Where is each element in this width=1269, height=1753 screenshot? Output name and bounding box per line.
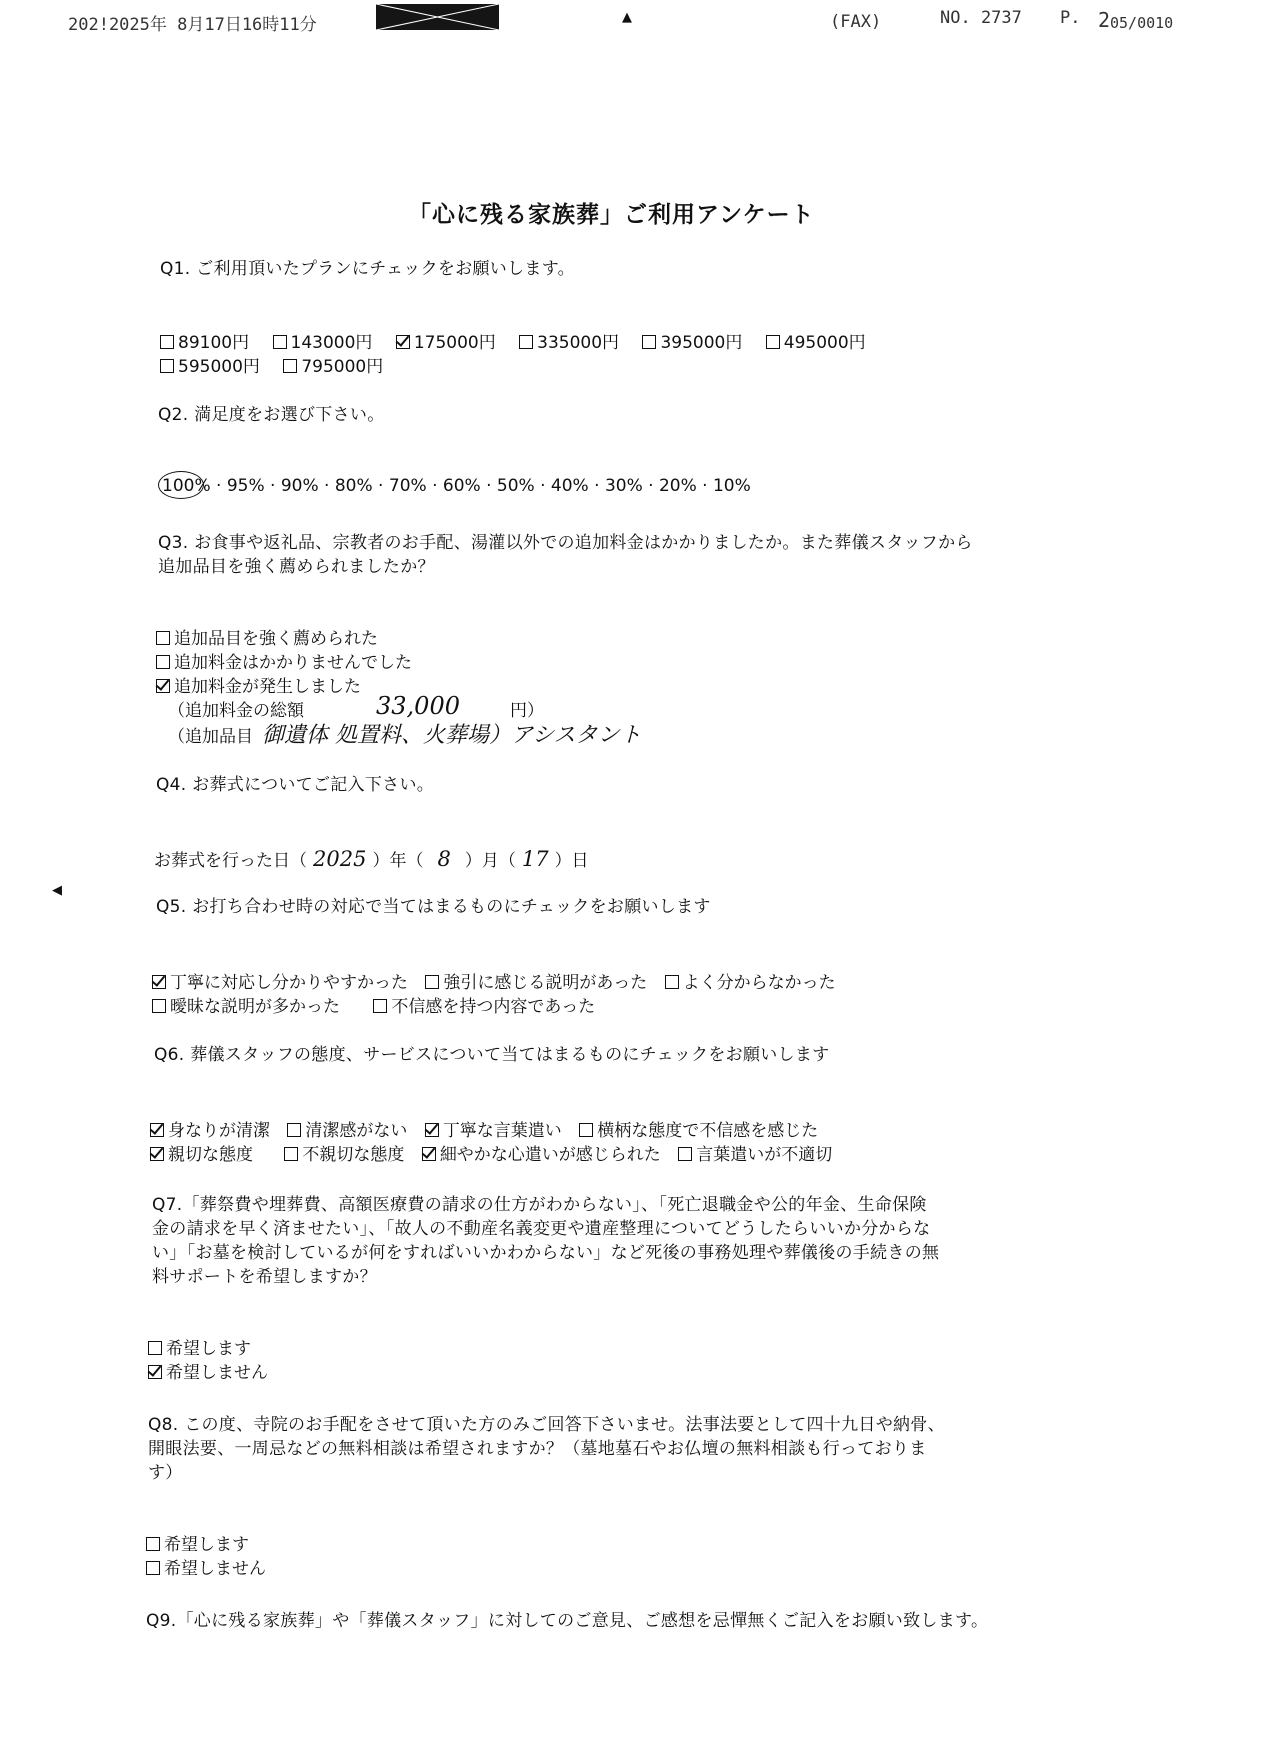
q3-question-line2: 追加品目を強く薦められましたか？ [158, 557, 435, 577]
q4-question: Q4. お葬式についてご記入下さい。 [156, 775, 435, 795]
q6-options-row1 [150, 1116, 818, 1141]
checkbox-icon [156, 631, 170, 645]
q2-option[interactable]: 60% [442, 476, 481, 496]
q3-option[interactable]: 追加品目を強く薦められた [156, 624, 378, 649]
q6-option[interactable]: 親切な態度 [150, 1145, 253, 1165]
q2-scale: 100% · 95% · 90% · 80% · 70% · 60% · 50% · 40% · 30% · 20% · 10% [162, 476, 751, 496]
q2-option[interactable]: 95% [226, 476, 265, 496]
q2-option[interactable]: 50% [496, 476, 535, 496]
fax-number: NO. 2737 [940, 8, 1022, 28]
q7-question-line2: 金の請求を早く済ませたい」、「故人の不動産名義変更や遺産整理についてどうしたらいいか分からな [152, 1219, 931, 1239]
fax-page-prefix: P. [1060, 8, 1081, 28]
checkbox-icon [160, 359, 174, 373]
q5-options-row2 [152, 992, 595, 1017]
q8-question-line2: 開眼法要、一周忌などの無料相談は希望されますか？（墓地墓石やお仏壇の無料相談も行っておりま [148, 1439, 927, 1459]
q1-option[interactable]: 495000円 [766, 333, 866, 353]
q2-option[interactable]: 70% [388, 476, 427, 496]
q6-option[interactable]: 丁寧な言葉遣い [425, 1121, 562, 1141]
q7-question-line3: い」「お墓を検討しているが何をすればいいかわからない」など死後の事務処理や葬儀後の手続きの無 [152, 1243, 940, 1263]
checkbox-icon [146, 1561, 160, 1575]
checkbox-icon [148, 1341, 162, 1355]
checkbox-icon [284, 1147, 298, 1161]
q1-option[interactable]: 595000円 [160, 357, 260, 377]
q4-day-suffix: ）日 [554, 851, 589, 871]
checkbox-icon [273, 335, 287, 349]
q6-option[interactable]: 細やかな心遣いが感じられた [422, 1145, 661, 1165]
q1-option[interactable]: 335000円 [519, 333, 619, 353]
q8-option[interactable]: 希望しません [146, 1554, 266, 1579]
q2-option[interactable]: 20% [658, 476, 697, 496]
checked-checkbox-icon [396, 335, 410, 349]
q7-option[interactable]: 希望します [148, 1334, 251, 1359]
checkbox-icon [519, 335, 533, 349]
q1-option[interactable]: 175000円 [396, 333, 496, 353]
q6-option[interactable]: 横柄な態度で不信感を感じた [579, 1121, 818, 1141]
q1-options-row2 [160, 352, 383, 377]
q5-options-row1 [152, 968, 836, 993]
q3-total-value[interactable]: 33,000 [376, 692, 460, 720]
checked-checkbox-icon [148, 1365, 162, 1379]
q5-option[interactable]: よく分からなかった [665, 973, 836, 993]
checkbox-icon [665, 975, 679, 989]
q4-date-row [154, 846, 589, 871]
q4-year[interactable]: 2025 [313, 847, 367, 871]
q4-month-suffix: ）月（ [464, 851, 516, 871]
q1-option[interactable]: 143000円 [273, 333, 373, 353]
q3-items-value[interactable]: 御遺体 処置料、火葬場）アシスタント [262, 723, 642, 748]
q7-option[interactable]: 希望しません [148, 1358, 268, 1383]
q4-month[interactable]: 8 [437, 847, 451, 871]
q3-option[interactable]: 追加料金はかかりませんでした [156, 648, 412, 673]
q2-question: Q2. 満足度をお選び下さい。 [158, 405, 385, 425]
checked-checkbox-icon [425, 1123, 439, 1137]
q3-items-label: （追加品目 [168, 727, 253, 747]
checked-checkbox-icon [150, 1147, 164, 1161]
q7-question-line1: Q7.「葬祭費や埋葬費、高額医療費の請求の仕方がわからない」、「死亡退職金や公的年金、生命保険 [152, 1195, 927, 1215]
q6-option[interactable]: 清潔感がない [287, 1121, 407, 1141]
redacted-block [376, 4, 499, 30]
q6-option[interactable]: 不親切な態度 [284, 1145, 404, 1165]
checkbox-icon [283, 359, 297, 373]
checkbox-icon [579, 1123, 593, 1137]
fax-datetime: 202!2025年 8月17日16時11分 [68, 15, 317, 35]
checkbox-icon [160, 335, 174, 349]
checked-checkbox-icon [152, 975, 166, 989]
checkbox-icon [287, 1123, 301, 1137]
fax-label: (FAX) [830, 12, 882, 32]
q6-option[interactable]: 言葉遣いが不適切 [678, 1145, 832, 1165]
q2-option[interactable]: 30% [604, 476, 643, 496]
q1-option[interactable]: 395000円 [642, 333, 742, 353]
q4-date-label: お葬式を行った日（ [154, 851, 307, 871]
selection-circle-icon [158, 471, 204, 499]
q2-option[interactable]: 10% [712, 476, 751, 496]
q8-question-line1: Q8. この度、寺院のお手配をさせて頂いた方のみご回答下さいませ。法事法要として四十九日や納骨、 [148, 1415, 945, 1435]
q8-question-line3: す） [148, 1463, 183, 1483]
q5-option[interactable]: 強引に感じる説明があった [425, 973, 647, 993]
q5-option[interactable]: 不信感を持つ内容であった [373, 997, 595, 1017]
q2-option[interactable]: 90% [280, 476, 319, 496]
left-triangle-icon: ◀ [52, 883, 62, 898]
q6-options-row2 [150, 1140, 832, 1165]
q5-option[interactable]: 曖昧な説明が多かった [152, 997, 340, 1017]
q5-question: Q5. お打ち合わせ時の対応で当てはまるものにチェックをお願いします [156, 897, 711, 917]
q5-option[interactable]: 丁寧に対応し分かりやすかった [152, 973, 408, 993]
checkbox-icon [156, 655, 170, 669]
q2-option-selected[interactable]: 100% [162, 476, 211, 496]
checkbox-icon [766, 335, 780, 349]
q2-option[interactable]: 80% [334, 476, 373, 496]
up-triangle-icon: ▲ [622, 10, 632, 25]
page-title: 「心に残る家族葬」ご利用アンケート [408, 202, 815, 228]
checked-checkbox-icon [156, 679, 170, 693]
q8-option[interactable]: 希望します [146, 1530, 249, 1555]
q3-total-suffix: 円） [510, 701, 544, 721]
q9-question: Q9.「心に残る家族葬」や「葬儀スタッフ」に対してのご意見、ご感想を忌憚無くご記入をお願い致します。 [146, 1611, 989, 1631]
q1-option[interactable]: 795000円 [283, 357, 383, 377]
redaction-cross-icon [376, 4, 499, 30]
q7-question-line4: 料サポートを希望しますか？ [152, 1267, 377, 1287]
q1-question: Q1. ご利用頂いたプランにチェックをお願いします。 [160, 259, 575, 279]
q2-option[interactable]: 40% [550, 476, 589, 496]
q4-year-suffix: ）年（ [372, 851, 424, 871]
checkbox-icon [152, 999, 166, 1013]
q3-question-line1: Q3. お食事や返礼品、宗教者のお手配、湯灌以外での追加料金はかかりましたか。また葬儀スタッフから [158, 533, 973, 553]
checkbox-icon [373, 999, 387, 1013]
checkbox-icon [642, 335, 656, 349]
q4-day[interactable]: 17 [521, 847, 549, 871]
checkbox-icon [146, 1537, 160, 1551]
checked-checkbox-icon [422, 1147, 436, 1161]
q3-option[interactable]: 追加料金が発生しました [156, 672, 361, 697]
q6-option[interactable]: 身なりが清潔 [150, 1121, 270, 1141]
checked-checkbox-icon [150, 1123, 164, 1137]
q3-total-label: （追加料金の総額 [168, 701, 304, 721]
checkbox-icon [425, 975, 439, 989]
q6-question: Q6. 葬儀スタッフの態度、サービスについて当てはまるものにチェックをお願いします [154, 1045, 830, 1065]
fax-page-total: 05/0010 [1110, 14, 1174, 32]
q1-option[interactable]: 89100円 [160, 333, 249, 353]
fax-page: 2 [1098, 8, 1111, 32]
checkbox-icon [678, 1147, 692, 1161]
q1-options-row1 [160, 328, 866, 353]
